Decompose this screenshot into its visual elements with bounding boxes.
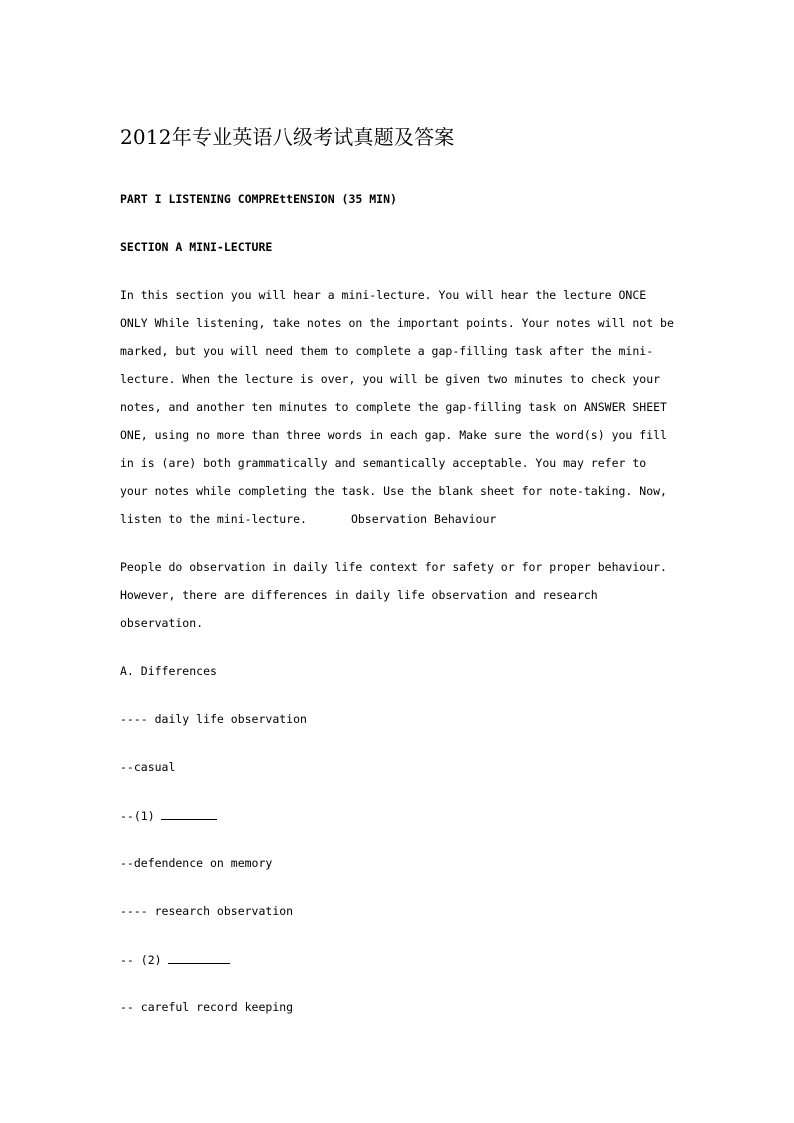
outline-casual: --casual (120, 760, 176, 774)
instructions-paragraph (120, 281, 680, 533)
outline-defendence: --defendence on memory (120, 856, 273, 870)
document-title: 2012年专业英语八级考试真题及答案 (120, 125, 455, 149)
blank-1-line (161, 807, 217, 820)
outline-blank-1 (120, 807, 217, 824)
outline-daily-life: ---- daily life observation (120, 712, 307, 726)
outline-section-a: A. Differences (120, 664, 217, 678)
blank-2-line (168, 951, 230, 964)
outline-blank-2 (120, 951, 230, 968)
part-heading: PART I LISTENING COMPREttENSION (35 MIN) (120, 192, 397, 206)
intro-paragraph: People do observation in daily life context for safety or for proper behaviour. However, there are differences in daily life observation and research observation. (120, 560, 667, 630)
outline-record-keeping: -- careful record keeping (120, 1000, 294, 1014)
section-heading: SECTION A MINI-LECTURE (120, 240, 273, 254)
blank-2-label: -- (2) (120, 953, 162, 967)
lecture-title: Observation Behaviour (350, 512, 497, 526)
instructions-text: In this section you will hear a mini-lecture. You will hear the lecture ONCE ONLY While listening, take notes on the important points. Your notes will not be marked, but you will need them to complete a gap-filling task after the mini-lecture. When the lecture is over, you will be given two minutes to check your notes, and another ten minutes to complete the gap-filling task on ANSWER SHEET ONE, using no more than three words in each gap. Make sure the word(s) you fill in is (are) both grammatically and semantically acceptable. You may refer to your notes while completing the task. Use the blank sheet for note-taking. Now, listen to the mini-lecture. (120, 288, 674, 526)
blank-1-label: --(1) (120, 809, 155, 823)
outline-research: ---- research observation (120, 904, 294, 918)
